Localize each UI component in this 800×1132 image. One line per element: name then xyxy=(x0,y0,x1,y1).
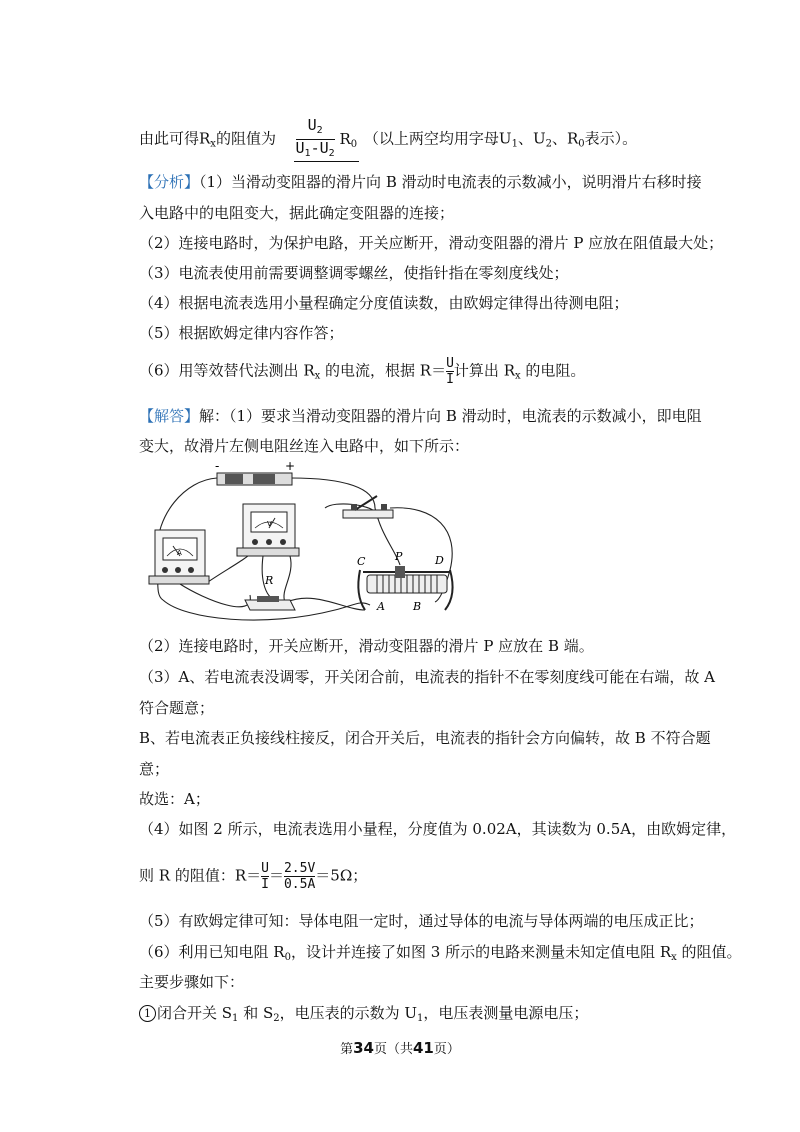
svg-text:P: P xyxy=(395,550,403,563)
svg-text:A: A xyxy=(177,549,182,557)
solution-p1b: 变大，故滑片左侧电阻丝连入电路中，如下所示： xyxy=(139,437,470,455)
rheostat xyxy=(357,550,453,613)
svg-text:C: C xyxy=(357,555,366,568)
wire xyxy=(291,478,375,508)
svg-text:-: - xyxy=(215,460,220,473)
ohm-fraction-numeric: $\frac{2.5V}{0.5A}$ xyxy=(283,861,316,892)
analysis-p1b: 入电路中的电阻变大，据此确定变阻器的连接； xyxy=(139,204,455,222)
wire xyxy=(180,584,250,607)
svg-text:V: V xyxy=(267,520,272,528)
solution-p6: （6）利用已知电阻 $R_0$，设计并连接了如图 3 所示的电路来测量未知定值电阻 $R_x$ 的阻值。 xyxy=(139,943,742,963)
analysis-p5: （5）根据欧姆定律内容作答； xyxy=(139,324,344,342)
wire xyxy=(284,556,291,602)
solution-tag: 【解答】 xyxy=(139,407,200,425)
battery xyxy=(215,460,295,485)
solution-p4: （4）如图 2 所示，电流表选用小量程，分度值为 0.02A，其读数为 0.5A，由欧姆定律， xyxy=(139,820,737,838)
result-mid: 的阻值为 xyxy=(215,129,276,148)
circuit-figure xyxy=(145,460,465,630)
svg-text:R: R xyxy=(265,574,274,587)
result-line: 由此可得$R_x$的阻值为 $\frac{U_2}{U_1-U_2}$ $R_0$ （以上两空均用字母$U_1$、$U_2$、$R_0$表示）。 xyxy=(139,118,637,162)
ratio-fraction: $\frac{U_2}{U_1-U_2}$ xyxy=(295,116,335,159)
solution-p4b: 则 R 的阻值：R＝ $\frac{U}{I}$ ＝ $\frac{2.5V}{0.5A}$ ＝5Ω； xyxy=(139,861,368,892)
page-number: 34 xyxy=(353,1039,374,1057)
page-total: 41 xyxy=(413,1039,434,1057)
analysis-p6: （6）用等效替代法测出 $R_x$ 的电流，根据 R＝ $\frac{U}{I}$ 计算出 $R_x$ 的电阻。 xyxy=(139,356,586,387)
solution-p5: （5）有欧姆定律可知：导体电阻一定时，通过导体的电流与导体两端的电压成正比； xyxy=(139,912,704,930)
result-prefix: 由此可得R xyxy=(139,129,211,148)
solution-p7: 主要步骤如下： xyxy=(139,973,245,991)
solution-p3d: 意； xyxy=(139,760,170,778)
page-footer: 第34页（共41页） xyxy=(340,1039,460,1057)
analysis-p3: （3）电流表使用前需要调整调零螺丝，使指针指在零刻度线处； xyxy=(139,264,569,282)
svg-text:B: B xyxy=(413,600,422,613)
svg-text:D: D xyxy=(435,554,444,567)
step-number-circle: 1 xyxy=(139,1005,156,1022)
svg-text:A: A xyxy=(377,600,385,613)
ohm-fraction: $\frac{U}{I}$ xyxy=(446,356,454,387)
result-suffix: （以上两空均用字母U xyxy=(363,129,512,148)
ohm-fraction-symbolic: $\frac{U}{I}$ xyxy=(261,861,269,892)
analysis-p1a: 【分析】（1）当滑动变阻器的滑片向 B 滑动时电流表的示数减小，说明滑片右移时接 xyxy=(139,173,702,191)
svg-text:+: + xyxy=(285,460,296,473)
solution-p3a: （3）A、若电流表没调零，开关闭合前，电流表的指针不在零刻度线可能在右端，故 A xyxy=(139,668,715,686)
subscript: x xyxy=(210,138,216,150)
voltmeter xyxy=(237,504,299,556)
solution-p3c: B、若电流表正负接线柱接反，闭合开关后，电流表的指针会方向偏转，故 B 不符合题 xyxy=(139,729,711,747)
resistor xyxy=(245,574,295,610)
solution-p3b: 符合题意； xyxy=(139,699,215,717)
analysis-tag: 【分析】 xyxy=(139,173,200,191)
r0-symbol: $R_0$ xyxy=(339,129,358,150)
solution-p1a: 【解答】解：（1）要求当滑动变阻器的滑片向 B 滑动时，电流表的示数减小，即电阻 xyxy=(139,407,702,425)
solution-p8: 1 闭合开关 $S_1$ 和 $S_2$，电压表的示数为 $U_1$，电压表测量电源电压； xyxy=(139,1003,588,1029)
solution-p3e: 故选：A； xyxy=(139,790,210,808)
solution-p2: （2）连接电路时，开关应断开，滑动变阻器的滑片 P 应放在 B 端。 xyxy=(139,637,594,655)
analysis-p2: （2）连接电路时，为保护电路，开关应断开，滑动变阻器的滑片 P 应放在阻值最大处； xyxy=(139,234,724,252)
analysis-p4: （4）根据电流表选用小量程确定分度值读数，由欧姆定律得出待测电阻； xyxy=(139,294,629,312)
ammeter xyxy=(149,530,209,584)
